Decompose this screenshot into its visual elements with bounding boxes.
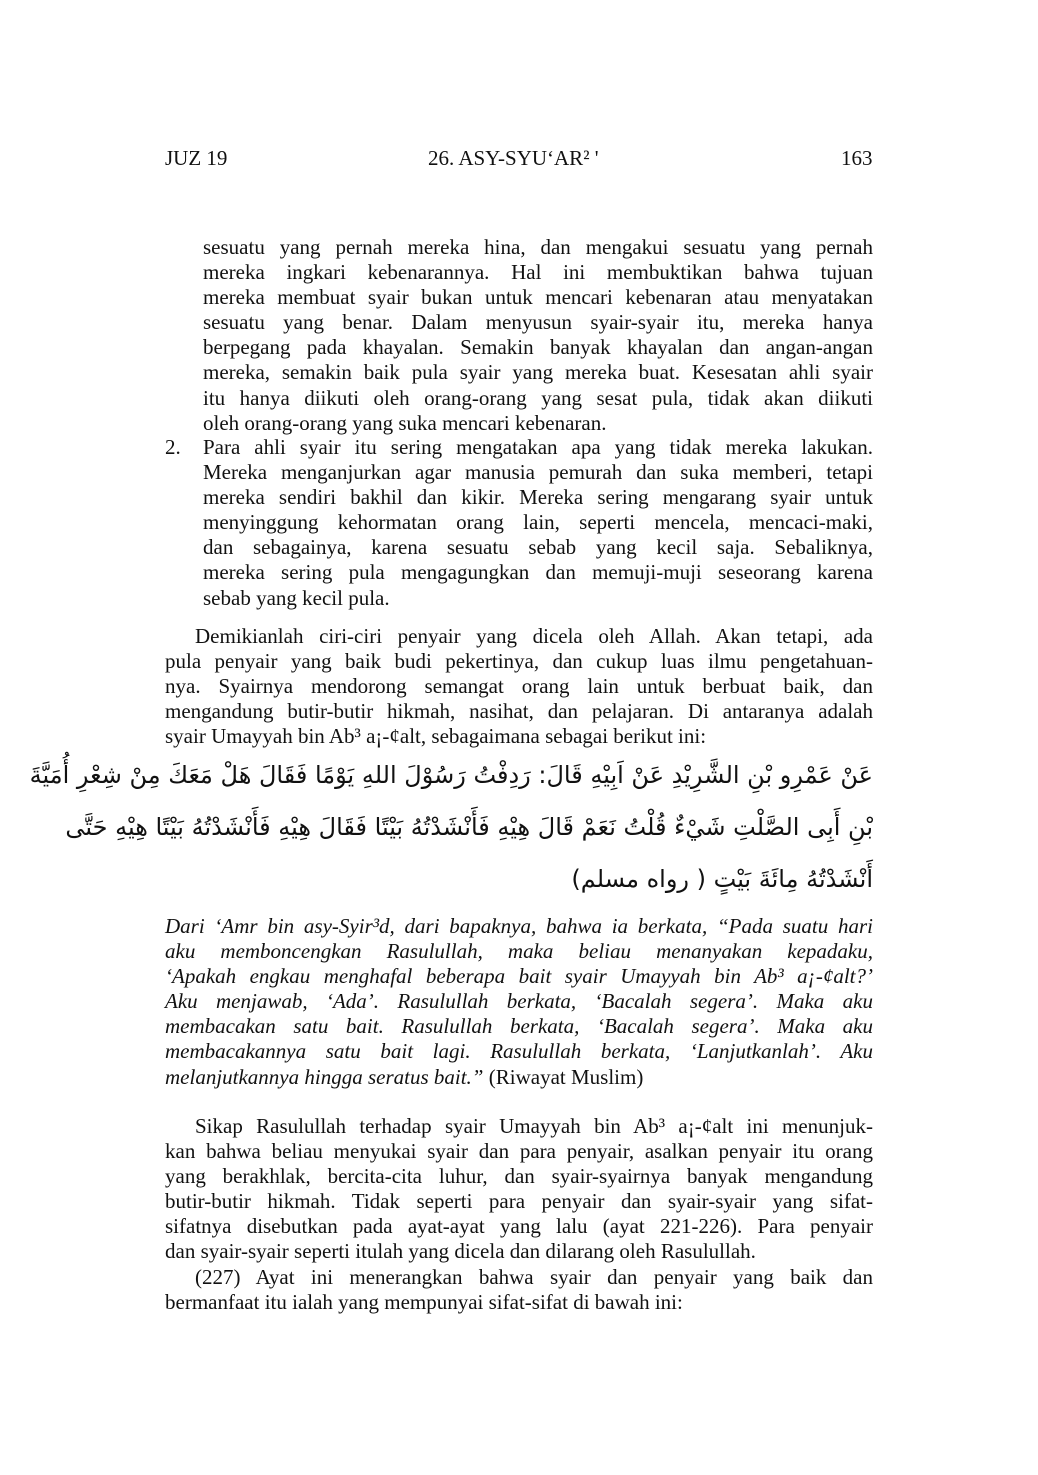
- text-line: [165, 1065, 873, 1090]
- paragraph-sikap: [165, 1114, 873, 1265]
- text-line: mereka membuat syair bukan untuk mencari kebenaran atau menyatakan: [203, 285, 873, 310]
- text-line: dan sebagainya, karena sesuatu sebab yang kecil saja. Sebaliknya,: [203, 535, 873, 560]
- text-line: Demikianlah ciri-ciri penyair yang dicela oleh Allah. Akan tetapi, ada: [195, 624, 873, 648]
- page-number: 163: [841, 146, 873, 170]
- text-line: mereka sering pula mengagungkan dan memuji-muji seseorang karena: [203, 560, 873, 585]
- text-line: butir-butir hikmah. Tidak seperti para penyair dan syair-syair yang sifat-: [165, 1189, 873, 1214]
- running-head-juz: JUZ 19: [165, 146, 228, 170]
- text-line: mereka sendiri bakhil dan kikir. Mereka sering mengarang syair untuk: [203, 485, 873, 510]
- text-line: sesuatu yang pernah mereka hina, dan mengakui sesuatu yang pernah: [203, 235, 873, 259]
- text-line: dan syair-syair seperti itulah yang dicela dan dilarang oleh Rasulullah.: [165, 1239, 756, 1264]
- text-line: sesuatu yang benar. Dalam menyusun syair-syair itu, mereka hanya: [203, 310, 873, 335]
- text-line: menyinggung kehormatan orang lain, seperti mencela, mencaci-maki,: [203, 510, 873, 535]
- list-item-2: [203, 435, 873, 611]
- text-line: syair Umayyah bin Ab³ a¡-¢alt, sebagaimana sebagai berikut ini:: [165, 724, 707, 749]
- text-line: itu hanya diikuti oleh orang-orang yang sesat pula, tidak akan diikuti: [203, 385, 873, 410]
- arabic-hadith: [29, 749, 873, 905]
- text-line: Mereka menganjurkan agar manusia pemurah dan suka memberi, tetapi: [203, 460, 873, 485]
- text-line: aku memboncengkan Rasulullah, maka beliau menanyakan kepadaku,: [165, 939, 873, 964]
- text-line: pula penyair yang baik budi pekertinya, dan cukup luas ilmu pengetahuan-: [165, 649, 873, 674]
- text-line: membacakan satu bait. Rasulullah berkata, ‘Bacalah segera’. Maka aku: [165, 1014, 873, 1039]
- paragraph-demikianlah: [165, 624, 873, 749]
- text-line: kan bahwa beliau menyukai syair dan para penyair, asalkan penyair itu orang: [165, 1139, 873, 1164]
- text-line: sebab yang kecil pula.: [203, 585, 390, 610]
- text-line: berpegang pada khayalan. Semakin banyak khayalan dan angan-angan: [203, 335, 873, 360]
- running-head-chapter: 26. ASY-SYU‘AR² ': [428, 146, 599, 170]
- arabic-line: عَنْ عَمْرِو بْنِ الشَّرِيْدِ عَنْ اَبِيْهِ قَالَ: رَدِفْتُ رَسُوْلَ اللهِ يَوْمًا فَقَالَ هَلْ مَعَكَ مِنْ شِعْرِ أُمَيَّةَ: [29, 761, 873, 789]
- hadith-translation: [165, 914, 873, 1090]
- paragraph-continued: [203, 235, 873, 436]
- translation-end: melanjutkannya hingga seratus bait.”: [165, 1064, 484, 1089]
- paragraph-227: [165, 1265, 873, 1315]
- arabic-line: بْنِ أَبِى الصَّلْتِ شَيْءٌ قُلْتُ نَعَمْ قَالَ هِيْهِ فَأَنْشَدْتُهُ بَيْتًا فَقَالَ هِيْهِ فَأَنْشَدْتُهُ بَيْتًا هِيْهِ حَتَّى: [65, 813, 873, 841]
- text-line: Dari ‘Amr bin asy-Syir³d, dari bapaknya, bahwa ia berkata, “Pada suatu hari: [165, 914, 873, 938]
- text-line: (227) Ayat ini menerangkan bahwa syair dan penyair yang baik dan: [195, 1265, 873, 1289]
- text-line: Para ahli syair itu sering mengatakan apa yang tidak mereka lakukan.: [203, 435, 873, 459]
- text-line: sifatnya disebutkan pada ayat-ayat yang lalu (ayat 221-226). Para penyair: [165, 1214, 873, 1239]
- text-line: Sikap Rasulullah terhadap syair Umayyah bin Ab³ a¡-¢alt ini menunjuk-: [195, 1114, 873, 1138]
- text-line: membacakannya satu bait lagi. Rasulullah berkata, ‘Lanjutkanlah’. Aku: [165, 1039, 873, 1064]
- text-line: yang berakhlak, bercita-cita luhur, dan syair-syairnya banyak mengandung: [165, 1164, 873, 1189]
- text-line: mereka, semakin baik pula syair yang mereka buat. Kesesatan ahli syair: [203, 360, 873, 385]
- text-line: mereka ingkari kebenarannya. Hal ini membuktikan bahwa tujuan: [203, 260, 873, 285]
- text-line: oleh orang-orang yang suka mencari kebenaran.: [203, 410, 607, 435]
- text-line: mengandung butir-butir hikmah, nasihat, dan pelajaran. Di antaranya adalah: [165, 699, 873, 724]
- text-line: Aku menjawab, ‘Ada’. Rasulullah berkata, ‘Bacalah segera’. Maka aku: [165, 989, 873, 1014]
- list-number: 2.: [165, 435, 181, 459]
- text-line: bermanfaat itu ialah yang mempunyai sifat-sifat di bawah ini:: [165, 1290, 683, 1315]
- arabic-line: أَنْشَدْتُهُ مِائَةَ بَيْتٍ ( رواه مسلم): [571, 865, 873, 893]
- hadith-source: (Riwayat Muslim): [483, 1064, 644, 1089]
- text-line: nya. Syairnya mendorong semangat orang lain untuk berbuat baik, dan: [165, 674, 873, 699]
- text-line: ‘Apakah engkau menghafal beberapa bait syair Umayyah bin Ab³ a¡-¢alt?’: [165, 964, 873, 989]
